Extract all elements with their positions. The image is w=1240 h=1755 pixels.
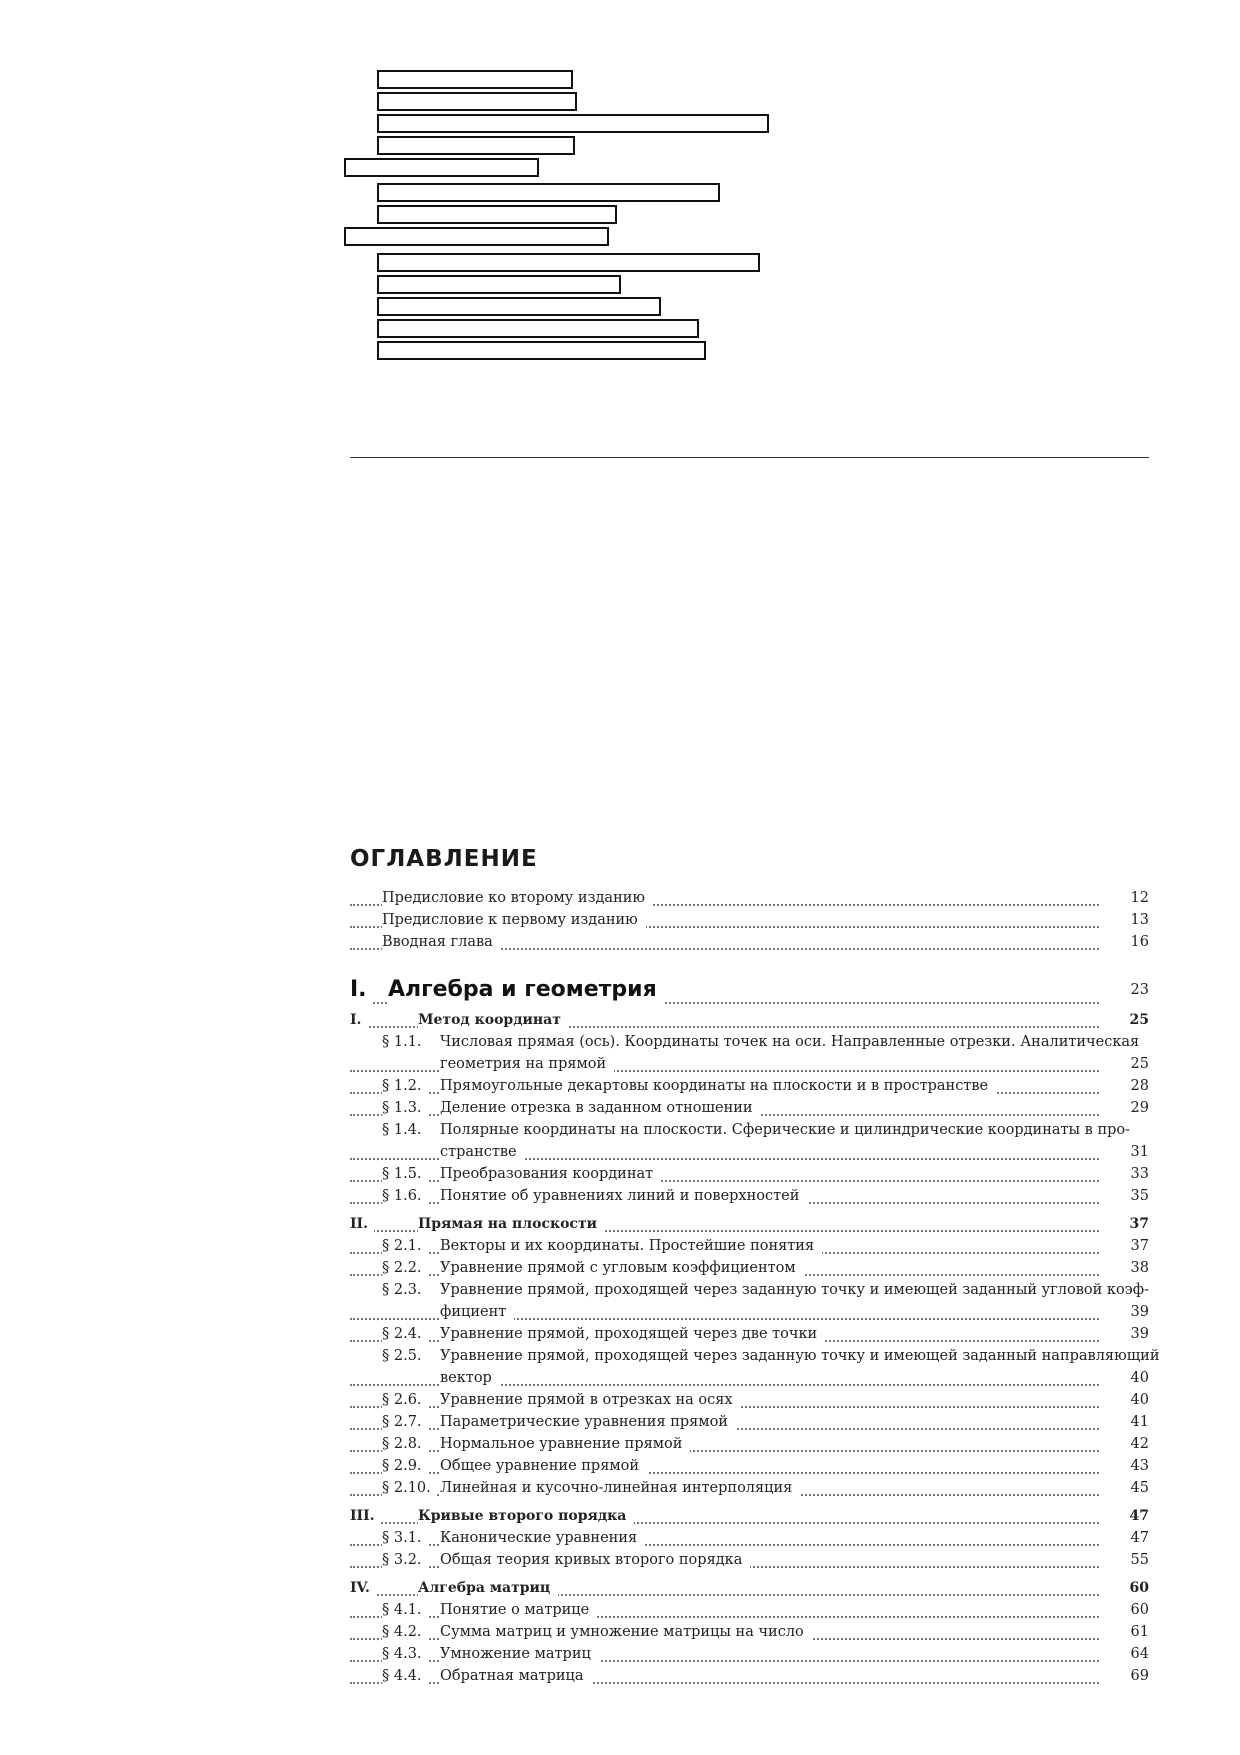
section-number: § 4.4. <box>382 1665 428 1687</box>
redacted-block <box>377 70 573 89</box>
chapter-number: III. <box>350 1505 381 1527</box>
redacted-block <box>344 227 609 246</box>
section-title: Уравнение прямой, проходящей через заданную точку и имеющей заданный направляющий <box>440 1345 1168 1367</box>
toc-section-2-5[interactable] <box>350 1345 1160 1389</box>
page-number: 64 <box>1099 1643 1149 1665</box>
section-number: § 2.5. <box>382 1345 428 1367</box>
toc-section-2-7[interactable] <box>350 1411 1149 1433</box>
part-title: Алгебра и геометрия <box>388 973 665 1007</box>
redacted-block <box>377 136 575 155</box>
section-title: Сумма матриц и умножение матрицы на число <box>440 1621 812 1643</box>
section-title: Понятие о матрице <box>440 1599 597 1621</box>
page-number: 37 <box>1099 1213 1149 1235</box>
section-title-continuation: фициент <box>440 1301 514 1323</box>
section-number: § 2.6. <box>382 1389 428 1411</box>
section-title: Векторы и их координаты. Простейшие понятия <box>440 1235 822 1257</box>
part-number: I. <box>350 973 373 1007</box>
toc-heading: ОГЛАВЛЕНИЕ <box>350 846 538 872</box>
section-title: Понятие об уравнениях линий и поверхностей <box>440 1185 807 1207</box>
page-number: 16 <box>1099 931 1149 953</box>
chapter-title: Метод координат <box>418 1009 569 1031</box>
section-number: § 4.3. <box>382 1643 428 1665</box>
redacted-block <box>344 158 539 177</box>
toc-chapter-4[interactable] <box>350 1577 1149 1599</box>
chapter-number: IV. <box>350 1577 376 1599</box>
page-number: 60 <box>1099 1599 1149 1621</box>
toc-section-1-5[interactable] <box>350 1163 1149 1185</box>
section-title: Преобразования координат <box>440 1163 661 1185</box>
section-number: § 1.4. <box>382 1119 428 1141</box>
page-number: 42 <box>1099 1433 1149 1455</box>
section-title: Умножение матриц <box>440 1643 599 1665</box>
section-title: Прямоугольные декартовы координаты на плоскости и в пространстве <box>440 1075 996 1097</box>
redacted-block <box>377 92 577 111</box>
toc-entry-introduction[interactable] <box>350 931 1149 953</box>
section-number: § 2.10. <box>382 1477 437 1499</box>
page-number: 61 <box>1099 1621 1149 1643</box>
entry-title: Вводная глава <box>382 931 501 953</box>
table-of-contents <box>350 887 1160 1687</box>
page-number: 38 <box>1099 1257 1149 1279</box>
section-number: § 2.2. <box>382 1257 428 1279</box>
section-number: § 1.1. <box>382 1031 428 1053</box>
chapter-title: Кривые второго порядка <box>418 1505 634 1527</box>
section-number: § 1.6. <box>382 1185 428 1207</box>
page-number: 40 <box>1099 1389 1149 1411</box>
toc-section-1-4[interactable] <box>350 1119 1149 1163</box>
toc-entry-preface-second[interactable] <box>350 887 1149 909</box>
toc-section-1-2[interactable] <box>350 1075 1149 1097</box>
section-title: Общее уравнение прямой <box>440 1455 647 1477</box>
section-title-continuation: геометрия на прямой <box>440 1053 614 1075</box>
section-number: § 2.8. <box>382 1433 428 1455</box>
redacted-block <box>377 183 720 202</box>
toc-section-1-1[interactable] <box>350 1031 1149 1075</box>
toc-section-4-4[interactable] <box>350 1665 1149 1687</box>
section-title: Канонические уравнения <box>440 1527 645 1549</box>
section-number: § 2.1. <box>382 1235 428 1257</box>
chapter-title: Прямая на плоскости <box>418 1213 605 1235</box>
page-number: 39 <box>1099 1323 1149 1345</box>
section-number: § 2.4. <box>382 1323 428 1345</box>
page-number: 13 <box>1099 909 1149 931</box>
section-number: § 2.9. <box>382 1455 428 1477</box>
toc-section-3-2[interactable] <box>350 1549 1149 1571</box>
section-title-continuation: странстве <box>440 1141 525 1163</box>
section-title: Уравнение прямой, проходящей через две точки <box>440 1323 825 1345</box>
entry-title: Предисловие ко второму изданию <box>382 887 653 909</box>
page-number: 55 <box>1099 1549 1149 1571</box>
chapter-number: II. <box>350 1213 374 1235</box>
toc-chapter-1[interactable] <box>350 1009 1149 1031</box>
toc-section-2-6[interactable] <box>350 1389 1149 1411</box>
page-number: 69 <box>1099 1665 1149 1687</box>
page-number: 41 <box>1099 1411 1149 1433</box>
toc-section-4-2[interactable] <box>350 1621 1149 1643</box>
section-number: § 1.2. <box>382 1075 428 1097</box>
chapter-number: I. <box>350 1009 367 1031</box>
page-number: 47 <box>1099 1527 1149 1549</box>
toc-chapter-3[interactable] <box>350 1505 1149 1527</box>
redacted-block <box>377 319 699 338</box>
section-number: § 2.7. <box>382 1411 428 1433</box>
section-number: § 3.1. <box>382 1527 428 1549</box>
toc-section-2-8[interactable] <box>350 1433 1149 1455</box>
section-title: Числовая прямая (ось). Координаты точек на оси. Направленные отрезки. Аналитическая <box>440 1031 1147 1053</box>
toc-entry-preface-first[interactable] <box>350 909 1149 931</box>
redacted-block <box>377 297 661 316</box>
chapter-title: Алгебра матриц <box>418 1577 558 1599</box>
page-number: 39 <box>1099 1301 1149 1323</box>
section-title-continuation: вектор <box>440 1367 500 1389</box>
horizontal-rule <box>350 457 1149 458</box>
toc-section-1-6[interactable] <box>350 1185 1149 1207</box>
section-title: Нормальное уравнение прямой <box>440 1433 690 1455</box>
page-number: 60 <box>1099 1577 1149 1599</box>
page-number: 47 <box>1099 1505 1149 1527</box>
toc-section-2-4[interactable] <box>350 1323 1149 1345</box>
toc-section-2-2[interactable] <box>350 1257 1149 1279</box>
section-title: Уравнение прямой, проходящей через заданную точку и имеющей заданный угловой коэф- <box>440 1279 1157 1301</box>
page-number: 35 <box>1099 1185 1149 1207</box>
toc-section-2-9[interactable] <box>350 1455 1149 1477</box>
redacted-block <box>377 253 760 272</box>
section-title: Линейная и кусочно-линейная интерполяция <box>440 1477 800 1499</box>
page-number: 40 <box>1099 1367 1149 1389</box>
section-number: § 4.1. <box>382 1599 428 1621</box>
section-title: Полярные координаты на плоскости. Сферические и цилиндрические координаты в про- <box>440 1119 1138 1141</box>
section-number: § 1.5. <box>382 1163 428 1185</box>
toc-section-1-3[interactable] <box>350 1097 1149 1119</box>
page-number: 25 <box>1099 1053 1149 1075</box>
section-title: Уравнение прямой с угловым коэффициентом <box>440 1257 804 1279</box>
page-number: 43 <box>1099 1455 1149 1477</box>
page-number: 29 <box>1099 1097 1149 1119</box>
section-title: Параметрические уравнения прямой <box>440 1411 736 1433</box>
section-number: § 1.3. <box>382 1097 428 1119</box>
redacted-block <box>377 275 621 294</box>
section-title: Обратная матрица <box>440 1665 592 1687</box>
toc-part-1[interactable] <box>350 973 1149 1007</box>
toc-section-2-1[interactable] <box>350 1235 1149 1257</box>
page-number: 25 <box>1099 1009 1149 1031</box>
toc-chapter-2[interactable] <box>350 1213 1149 1235</box>
section-number: § 4.2. <box>382 1621 428 1643</box>
toc-section-4-1[interactable] <box>350 1599 1149 1621</box>
toc-section-3-1[interactable] <box>350 1527 1149 1549</box>
section-number: § 3.2. <box>382 1549 428 1571</box>
page-number: 37 <box>1099 1235 1149 1257</box>
page-number: 31 <box>1099 1141 1149 1163</box>
page-number: 28 <box>1099 1075 1149 1097</box>
page-number: 12 <box>1099 887 1149 909</box>
redacted-block <box>377 341 706 360</box>
entry-title: Предисловие к первому изданию <box>382 909 646 931</box>
page-number: 45 <box>1099 1477 1149 1499</box>
page-number: 33 <box>1099 1163 1149 1185</box>
redacted-block <box>377 205 617 224</box>
section-title: Общая теория кривых второго порядка <box>440 1549 750 1571</box>
page-number: 23 <box>1099 973 1149 1007</box>
section-number: § 2.3. <box>382 1279 428 1301</box>
toc-section-4-3[interactable] <box>350 1643 1149 1665</box>
redacted-block <box>377 114 769 133</box>
toc-section-2-10[interactable] <box>350 1477 1149 1499</box>
toc-section-2-3[interactable] <box>350 1279 1149 1323</box>
section-title: Уравнение прямой в отрезках на осях <box>440 1389 741 1411</box>
section-title: Деление отрезка в заданном отношении <box>440 1097 761 1119</box>
